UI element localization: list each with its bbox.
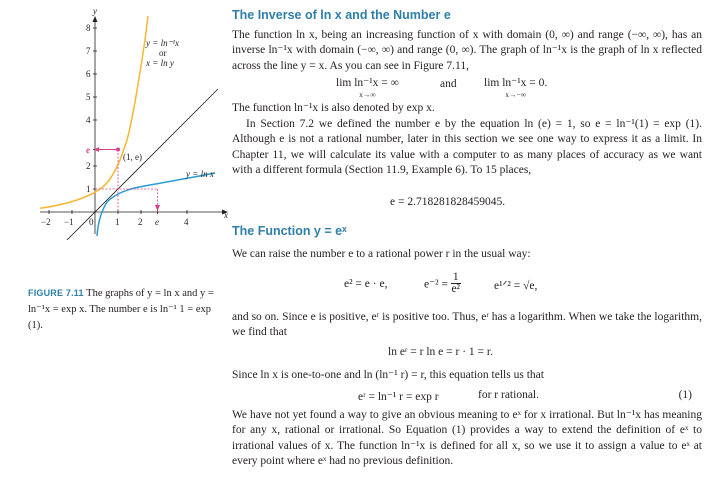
paragraph-inverse-intro: The function ln x, being an increasing function of x with domain (0, ∞) and range (−∞, ∞), has an inverse ln⁻¹x with domain (−∞, ∞) and range (0, ∞). The graph of ln⁻¹x is the graph of ln x reflected across the line y = x. As you can see in Figure 7.11, (232, 29, 702, 72)
paragraph-positive-er: and so on. Since e is positive, eʳ is positive too. Thus, eʳ has a logarithm. When we take the logarithm, we find that (232, 311, 702, 339)
y-axis-arrow (93, 16, 98, 22)
paragraph-number-e: In Section 7.2 we defined the number e by the equation ln (e) = 1, so e = ln⁻¹(1) = exp (1). Although e is not a rational number, later in this section we see one way to express it as a limit. In Chapter 11, we will calculate its value with a computer to as many places of accuracy as we want with a different formula (Section 11.9, Example 6). To 15 places, (232, 118, 702, 176)
limit-equation-2 (484, 78, 547, 100)
point-1-e (116, 148, 120, 152)
limit-2: lim ln⁻¹x = 0. x→−∞ (484, 77, 548, 99)
axis-y-label: y (93, 6, 97, 16)
y-tick-label: 8 (86, 23, 91, 33)
equation-condition: for r rational. (478, 389, 539, 401)
x-tick-label: −1 (64, 217, 74, 227)
equation-e-value: e = 2.718281828459045. (390, 196, 506, 208)
x-tick-label: 2 (138, 217, 143, 227)
section-heading-inverse-ln: The Inverse of ln x and the Number e (232, 8, 451, 22)
exp-curve (40, 16, 148, 208)
axis-x-label: x (224, 210, 228, 220)
paragraph-irrational-extension: We have not yet found a way to give an obvious meaning to eˣ for x irrational. But ln⁻¹x has meaning for any x, rational or irrational. So Equation (1) provides a way to extend the definition of eˣ to irrational values of x. The function ln⁻¹x is defined for all x, so we use it to assign a value to eˣ at every point where eˣ had no previous definition. (232, 409, 702, 467)
figure-caption (28, 285, 224, 334)
figure-caption-text: The graphs of y = ln x and y = ln⁻¹x = exp x. The number e is ln⁻¹ 1 = exp (1). (28, 288, 214, 331)
equation-number-1: (1) (678, 389, 692, 401)
y-tick-label: 1 (86, 184, 91, 194)
equation-e-neg-squared: e⁻² = $\frac{1}{\text{e²}}$ (424, 271, 461, 295)
y-tick-label: 6 (86, 69, 91, 79)
y-tick-label: 4 (86, 115, 91, 125)
fraction-one-over-e2: $\frac{1}{\text{e²}}$ (451, 271, 461, 295)
ln-curve-label: y = ln x (186, 169, 214, 179)
equation-e-squared: e² = e · e, (344, 278, 388, 290)
paragraph-one-to-one: Since ln x is one-to-one and ln (ln⁻¹ r) = r, this equation tells us that (232, 369, 544, 381)
equation-ln-er: ln eʳ = r ln e = r · 1 = r. (388, 346, 493, 358)
equation-er-exp: eʳ = ln⁻¹ r = exp r (358, 391, 439, 403)
legend-xlny-label: x = ln y (146, 58, 174, 68)
y-tick-label: 2 (86, 161, 91, 171)
legend-exp-label: y = ln⁻¹x (146, 38, 180, 48)
paragraph-rational-power: We can raise the number e to a rational power r in the usual way: (232, 248, 531, 260)
point-label: (1, e) (123, 152, 142, 162)
limit-1: lim ln⁻¹x = ∞ x→∞ (336, 77, 399, 99)
limit-and: and (440, 78, 457, 90)
figure-number: FIGURE 7.11 (28, 288, 84, 298)
x-tick-label: −2 (41, 217, 51, 227)
arrow-down-to-e (155, 205, 160, 211)
limit-equation-1 (336, 78, 399, 100)
x-tick-label: 1 (115, 217, 120, 227)
x-tick-label: 4 (184, 217, 189, 227)
equation-e-half: e¹ᐟ² = √e, (494, 280, 538, 292)
y-tick-label-e: e (86, 145, 90, 155)
y-tick-label: 7 (86, 46, 91, 56)
y-tick-label: 5 (86, 92, 91, 102)
x-tick-label: 0 (89, 217, 94, 227)
legend-or-label: or (159, 48, 167, 58)
paragraph-exp-alias: The function ln⁻¹x is also denoted by exp x. (232, 102, 435, 114)
x-tick-label-e: e (155, 217, 159, 227)
section-heading-function-ex: The Function y = eˣ (232, 224, 347, 238)
figure-7-11-graph (0, 0, 232, 240)
